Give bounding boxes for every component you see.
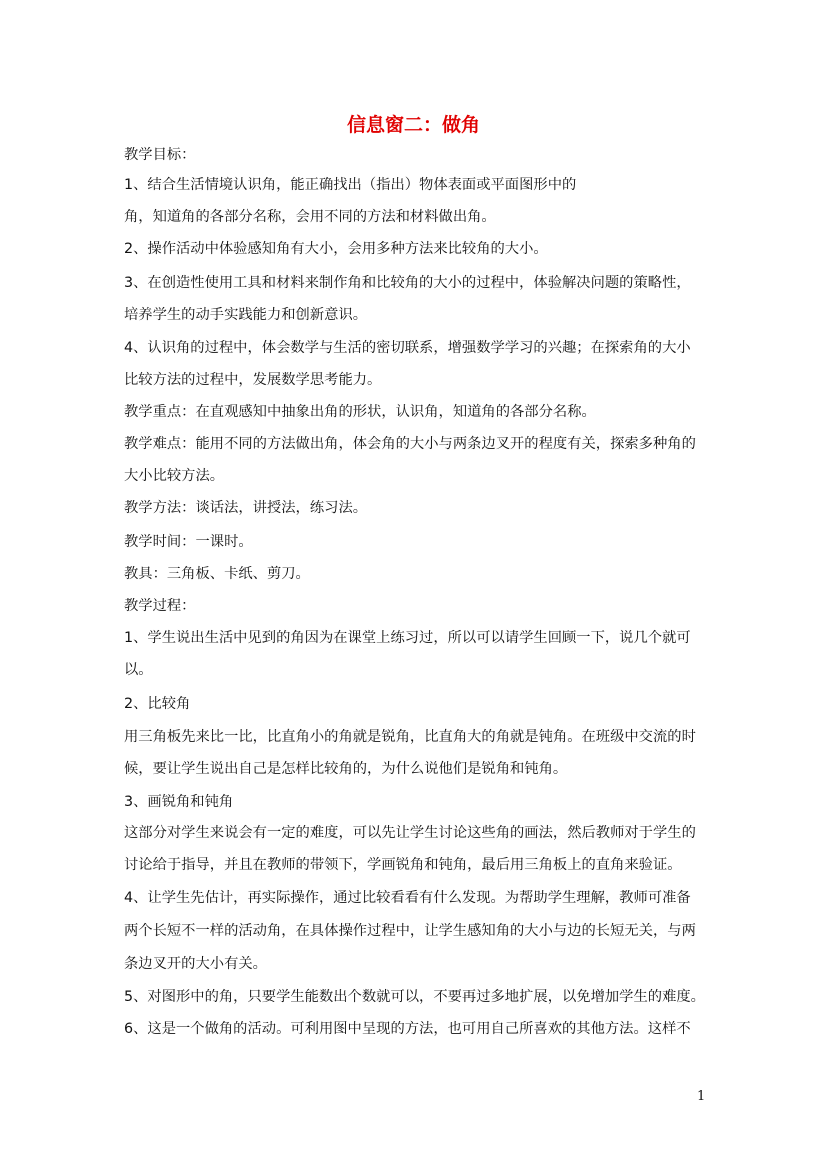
text-line: 这部分对学生来说会有一定的难度，可以先让学生讨论这些角的画法，然后教师对于学生的 (124, 825, 696, 841)
text-line: 2、比较角 (124, 696, 191, 712)
text-line: 教学重点：在直观感知中抽象出角的形状，认识角，知道角的各部分名称。 (124, 404, 596, 420)
text-line: 2、操作活动中体验感知角有大小，会用多种方法来比较角的大小。 (124, 241, 548, 257)
page-number: 1 (697, 1089, 706, 1104)
text-line: 教学难点：能用不同的方法做出角，体会角的大小与两条边叉开的程度有关，探索多种角的 (124, 436, 696, 452)
text-line: 培养学生的动手实践能力和创新意识。 (124, 307, 368, 323)
text-line: 教学方法：谈话法，讲授法，练习法。 (124, 500, 368, 516)
text-line: 比较方法的过程中，发展数学思考能力。 (124, 372, 382, 388)
text-line: 4、让学生先估计，再实际操作，通过比较看看有什么发现。为帮助学生理解，教师可准备 (124, 890, 691, 906)
text-line: 教具：三角板、卡纸、剪刀。 (124, 566, 310, 582)
text-line: 教学时间：一课时。 (124, 534, 253, 550)
text-line: 以。 (124, 662, 153, 678)
text-line: 教学过程： (124, 598, 196, 614)
text-line: 教学目标： (124, 147, 196, 163)
text-line: 3、在创造性使用工具和材料来制作角和比较角的大小的过程中，体验解决问题的策略性， (124, 275, 691, 291)
text-line: 大小比较方法。 (124, 468, 225, 484)
text-line: 1、结合生活情境认识角，能正确找出（指出）物体表面或平面图形中的 (124, 177, 577, 193)
document-title: 信息窗二：做角 (346, 114, 480, 136)
text-line: 角，知道角的各部分名称，会用不同的方法和材料做出角。 (124, 209, 496, 225)
text-line: 1、学生说出生活中见到的角因为在课堂上练习过，所以可以请学生回顾一下，说几个就可 (124, 630, 691, 646)
text-line: 候，要让学生说出自己是怎样比较角的，为什么说他们是锐角和钝角。 (124, 761, 568, 777)
text-line: 6、这是一个做角的活动。可利用图中呈现的方法，也可用自己所喜欢的其他方法。这样不 (124, 1021, 691, 1037)
text-line: 条边叉开的大小有关。 (124, 956, 267, 972)
text-line: 3、画锐角和钝角 (124, 794, 234, 810)
text-line: 讨论给于指导，并且在教师的带领下，学画锐角和钝角，最后用三角板上的直角来验证。 (124, 857, 682, 873)
text-line: 4、认识角的过程中，体会数学与生活的密切联系，增强数学学习的兴趣；在探索角的大小 (124, 340, 691, 356)
text-line: 用三角板先来比一比，比直角小的角就是锐角，比直角大的角就是钝角。在班级中交流的时 (124, 729, 696, 745)
text-line: 两个长短不一样的活动角，在具体操作过程中，让学生感知角的大小与边的长短无关，与两 (124, 923, 696, 939)
text-line: 5、对图形中的角，只要学生能数出个数就可以，不要再过多地扩展，以免增加学生的难度。 (124, 989, 705, 1005)
